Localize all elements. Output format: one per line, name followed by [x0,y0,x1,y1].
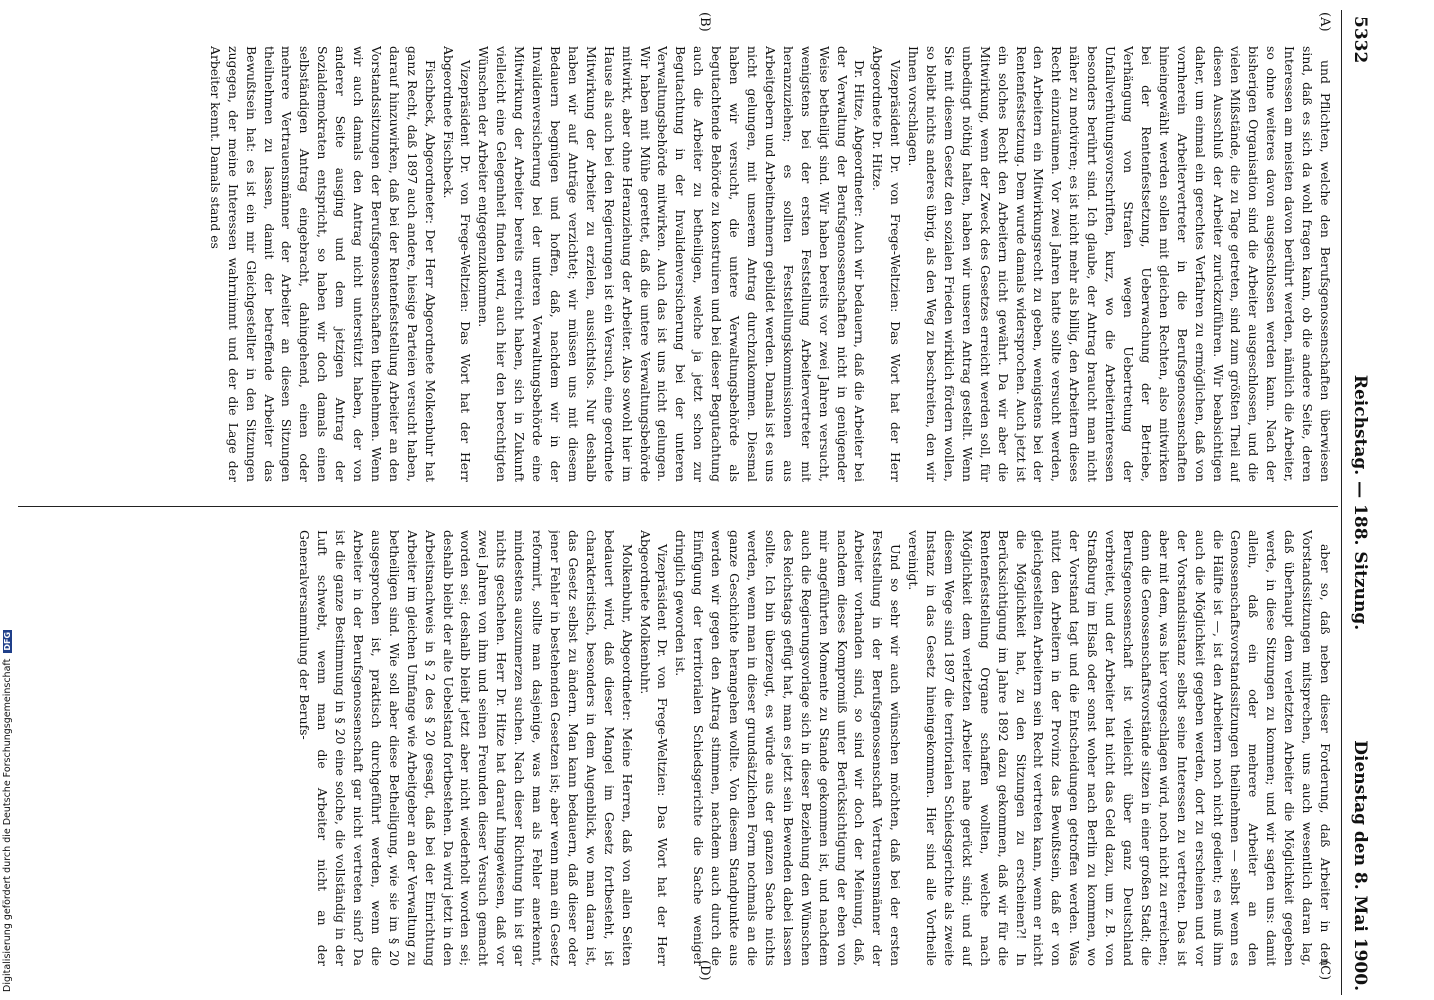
left-column [18,46,1334,482]
margin-marker-a: (A) [1317,12,1332,32]
session-date: Dienstag den 8. Mai 1900. [1350,740,1370,991]
paragraph: Fischbeck, Abgeordneter: Der Herr Abgeordnete Molkenbuhr hat ganz Recht, daß 1897 auch andere, hiesige Parteien versucht haben, darauf hinzuwirken, daß bei der Rentenfeststellung Arbeiter an den Vorstandssitzungen der Berufsgenossenschaften theilnehmen. Wenn wir auch damals den Antrag nicht unterstützt haben, der von anderer Seite ausging und dem jetzigen Antrag der Sozialdemokraten entspricht, so haben wir doch damals einen selbständigen Antrag eingebracht, dahingehend, einen oder mehrere Vertrauensmänner der Arbeiter an diesen Sitzungen theilnehmen zu lassen, damit der betreffende Arbeiter das Bewußtsein hat: es ist ein mir Gleichgestellter in den Sitzungen zugegen, der meine Interessen wahrnimmt und der die Lage der Arbeiter kennt. Damals stand es [207,46,438,482]
speaker-paragraph: Vizepräsident Dr. von Frege-Weltzien: Das Wort hat der Herr Abgeordnete Fischbeck. [440,46,474,482]
speaker-paragraph: Vizepräsident Dr. von Frege-Weltzien: Das Wort hat der Herr Abgeordnete Molkenbuhr. [637,530,671,966]
margin-marker-c: (C) [1317,960,1332,981]
margin-marker-d: (D) [697,960,712,981]
page-header [1341,10,1382,995]
speaker-paragraph: Vizepräsident Dr. von Frege-Weltzien: Das Wort hat der Herr Abgeordnete Dr. Hitze. [870,46,904,482]
session-title: Reichstag. — 188. Sitzung. [1350,374,1370,631]
right-column [18,530,1334,966]
paragraph: Und so sehr wir auch wünschen möchten, daß bei der ersten Feststellung in der Berufsgenossenschaft Vertrauensmänner der Arbeiter vorhanden sind, so sind wir doch der Meinung, daß, nachdem dieses Kompromiß unter Berücksichtigung der eben von mir angeführten Momente zu Stande gekommen ist, und nachdem auch die Regierungsvorlage sich in dieser Beziehung den Wünschen des Reichstags gefügt hat, man es jetzt sein Bewenden dabei lassen sollte. Ich bin überzeugt, es würde aus der ganzen Sache nichts werden, wenn man in dieser grundsätzlichen Form nochmals an die ganze Geschichte herangehen wollte. Von diesem Standpunkte aus werden wir gegen den Antrag stimmen, nachdem auch durch die Einfügung der territorialen Schiedsgerichte die Sache weniger dringlich geworden ist. [673,530,904,966]
column-divider [18,506,1338,507]
paragraph: Dr. Hitze, Abgeordneter: Auch wir bedauern, daß die Arbeiter bei der Verwaltung der Berufsgenossenschaften nicht in genügender Weise betheiligt sind. Wir haben bereits vor zwei Jahren versucht, wenigstens bei der ersten Feststellung Arbeitervertreter mit heranzuziehen; es sollten Feststellungskommissionen aus Arbeitgebern und Arbeitnehmern gebildet werden. Damals ist es uns nicht gelungen, mit unserem Antrag durchzukommen. Diesmal haben wir versucht, die untere Verwaltungsbehörde als begutachtende Behörde zu konstruiren und bei dieser Begutachtung auch die Arbeiter zu betheiligen, welche ja jetzt schon zur Begutachtung in der Invalidenversicherung bei der unteren Verwaltungsbehörde mitwirken. Auch das ist uns nicht gelungen. Wir haben mit Mühe gerettet, daß die untere Verwaltungsbehörde mitwirkt, aber ohne Heranziehung der Arbeiter. Also sowohl hier im Hause als auch bei den Regierungen ist ein Versuch, eine geordnete Mitwirkung der Arbeiter zu erzielen, aussichtslos. Nur deshalb haben wir auf Anträge verzichtet; wir müssen uns mit diesem Bedauern begnügen und hoffen, daß, nachdem wir in der Invalidenversicherung bei der unteren Verwaltungsbehörde eine Mitwirkung der Arbeiter bereits erreicht haben, sich in Zukunft vielleicht eine Gelegenheit finden wird, auch hier den berechtigten Wünschen der Arbeiter entgegenzukommen. [476,46,868,482]
newspaper-page [12,10,1382,995]
paragraph: und Pflichten, welche den Berufsgenossenschaften überwiesen sind, daß es sich da wohl fragen kann, ob die andere Seite, deren Interessen am meisten davon berührt werden, nämlich die Arbeiter, so ohne weiteres davon ausgeschlossen werden kann. Nach der bisherigen Organisation sind die Arbeiter ausgeschlossen, und die vielen Mißstände, die zu Tage getreten, sind zum größten Theil auf diesen Ausschluß der Arbeiter zurückzuführen. Wir beabsichtigen daher, um einmal ein gerechtes Verfahren zu ermöglichen, daß von vornherein Arbeitervertreter in die Berufsgenossenschaften hineingewählt werden sollen mit gleichen Rechten, also mitwirken bei der Rentenfestsetzung, Ueberwachung der Betriebe, Verhängung von Strafen wegen Uebertretung der Unfallverhütungsvorschriften, kurz, wo die Arbeiterinteressen besonders berührt sind. Ich glaube, der Antrag braucht man nicht näher zu motiviren; es ist nicht mehr als billig, den Arbeitern dieses Recht einzuräumen. Vor zwei Jahren hatte sollte versucht werden, den Arbeitern ein Mitwirkungsrecht zu geben, wenigstens bei der Rentenfestsetzung. Dem wurde damals widersprochen. Auch jetzt ist ein solches Recht den Arbeitern nicht gewährt. Da wir aber die Mitwirkung, wenn der Zweck des Gesetzes erreicht werden soll, für unbedingt nöthig halten, haben wir unseren Antrag gestellt. Wenn Sie mit diesem Gesetz den sozialen Frieden wirklich fördern wollen, so bleibt nichts anderes übrig, als den Weg zu beschreiten, den wir Ihnen vorschlagen. [906,46,1333,482]
paragraph: Molkenbuhr, Abgeordneter: Meine Herren, daß von allen Seiten bedauert wird, daß dieser Mangel im Gesetz fortbesteht, ist charakteristisch, besonders in dem Augenblick, wo man daran ist, das Gesetz selbst zu ändern. Man kann bedauern, daß dieser oder jener Fehler in bestehenden Gesetzen ist; aber wenn man ein Gesetz reformirt, sollte man dasjenige, was man als Fehler anerkennt, mindestens auszumerzen suchen. Nach dieser Richtung hin ist gar nichts geschehen. Herr Dr. Hitze hat darauf hingewiesen, daß vor zwei Jahren von ihm und seinen Freunden dieser Versuch gemacht worden sei; deshalb bleibt jetzt aber nicht wiederholt worden sei; deshalb bleibt der alte Uebelstand fortbestehen. Da wird jetzt in den Arbeitsnachweis in § 2 des § 20 gesagt, daß bei der Einrichtung Arbeiter im gleichen Umfange wie Arbeitgeber an der Verwaltung zu betheiligen sind. Wie soll aber diese Betheiligung, wie sie im § 20 ausgesprochen ist, praktisch durchgeführt werden, wenn die Arbeiter in der Berufsgenossenschaft gar nicht vertreten sind? Da ist die ganze Bestimmung in § 20 eine solche, die vollständig in der Luft schwebt, wenn man die Arbeiter nicht an der Generalversammlung der Berufs- [297,530,635,966]
paragraph: aber so, daß neben dieser Forderung, daß Arbeiter in den Vorstandssitzungen mitsprechen, uns auch wesentlich daran lag, daß überhaupt dem verletzten Arbeiter die Möglichkeit gegeben werde, in diese Sitzungen zu kommen; und wir sagten uns: damit allein, daß ein oder mehrere Arbeiter an den Genossenschaftsvorstandssitzungen theilnehmen — selbst wenn es die Hälfte ist —, ist den Arbeitern noch nicht gedient; es muß ihm auch die Möglichkeit gegeben werden, dort zu erscheinen und vor der Vorstandsinstanz selbst seine Interessen zu vertreten. Das ist aber mit dem, was hier vorgeschlagen wird, noch nicht zu erreichen; denn die Genossenschaftsvorstände sitzen in einer großen Stadt; die Berufsgenossenschaft ist vielleicht über ganz Deutschland verbreitet, und der Arbeiter hat nicht das Geld dazu, um z. B. von Straßburg im Elsaß oder sonst woher nach Berlin zu kommen, wo der Vorstand tagt und die Entscheidungen getroffen werden. Was nützt den Arbeitern in der Provinz das Bewußtsein, daß er von gleichgestellten Arbeitern sein Recht vertreten kann, wenn er nicht die Möglichkeit hat, zu den Sitzungen zu erscheinen?! In Berücksichtigung im Jahre 1892 dazu gekommen, daß wir für die Rentenfeststellung Organe schaffen wollten, welche nach Möglichkeit dem verletzten Arbeiter nahe gerückt sind; und auf diesem Wege sind 1897 die territorialen Schiedsgerichte als zweite Instanz in das Gesetz hineingekommen. Hier sind alle Vortheile vereinigt. [906,530,1333,966]
credit-text: Digitalisierung gefördert durch die Deutsche Forschungsgemeinschaft [2,658,13,992]
digitization-credit [2,2,16,992]
dfg-logo: DFG [3,631,12,651]
margin-marker-b: (B) [697,12,712,32]
page-number: 5332 [1350,16,1370,64]
